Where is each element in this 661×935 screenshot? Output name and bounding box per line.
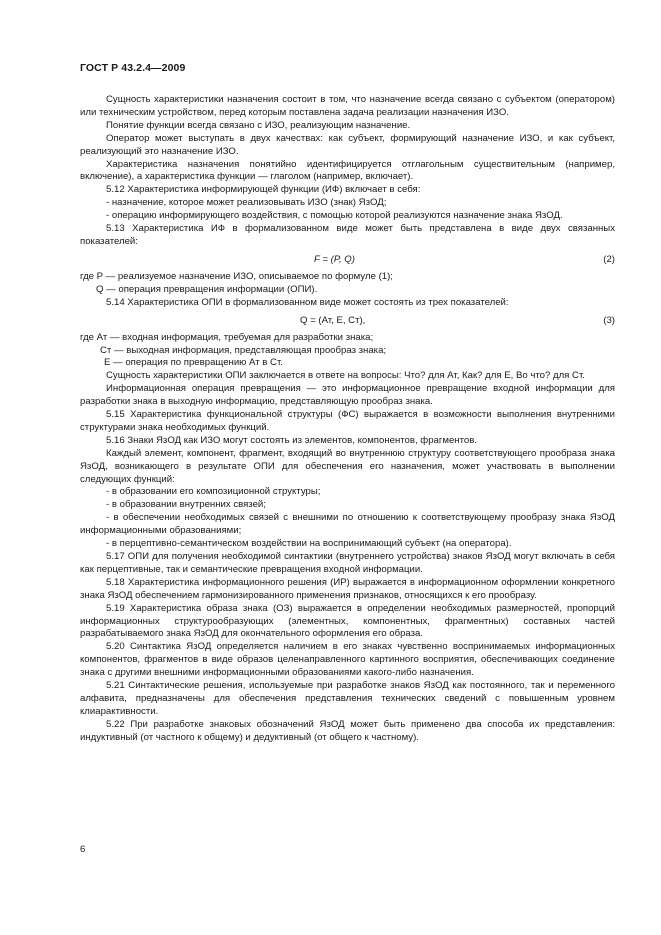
list-item: - в перцептивно-семантическом воздействии на воспринимающий субъект (на оператора). bbox=[106, 538, 512, 550]
list-item: - операцию информирующего воздействия, с помощью которой реализуются назначение знака ЯзОД. bbox=[106, 210, 563, 222]
where-line: где P — реализуемое назначение ИЗО, описываемое по формуле (1); bbox=[80, 270, 393, 282]
where-line: Е — операция по превращению Ат в Ст. bbox=[104, 357, 283, 369]
clause-5-21: 5.21 Синтактические решения, используемые при разработке знаков ЯзОД как постоянного, так и переменного алфавита, предназначены для обеспечения представления технических сведений с повышенным уровнем клиарактивности. bbox=[80, 680, 615, 717]
formula-2 bbox=[80, 254, 615, 267]
formula-text: Q = (Ат, Е, Ст), bbox=[300, 314, 366, 326]
formula-number: (3) bbox=[603, 314, 615, 326]
list-item: - в образовании его композиционной структуры; bbox=[106, 486, 321, 498]
paragraph: Сущность характеристики назначения состоит в том, что назначение всегда связано с субъектом (оператором) или техническим устройством, перед которым поставлена задача реализации назначения ИЗО. bbox=[80, 94, 615, 118]
clause-5-13: 5.13 Характеристика ИФ в формализованном виде может быть представлена в виде двух связанных показателей: bbox=[80, 223, 615, 247]
paragraph: Оператор может выступать в двух качествах: как субъект, формирующий назначение ИЗО, и как субъект, реализующий это назначение ИЗО. bbox=[80, 132, 615, 157]
clause-5-12: 5.12 Характеристика информирующей функции (ИФ) включает в себя: bbox=[106, 184, 421, 196]
list-item: - в образовании внутренних связей; bbox=[106, 499, 266, 511]
clause-5-16: 5.16 Знаки ЯзОД как ИЗО могут состоять из элементов, компонентов, фрагментов. bbox=[106, 434, 477, 446]
where-line: Ст — выходная информация, представляющая прообраз знака; bbox=[100, 344, 387, 356]
paragraph: Сущность характеристики ОПИ заключается в ответе на вопросы: Что? для Ат, Как? для Е, Во что? для Ст. bbox=[106, 370, 585, 382]
list-item: - назначение, которое может реализовывать ИЗО (знак) ЯзОД; bbox=[106, 197, 387, 209]
document-header: ГОСТ Р 43.2.4—2009 bbox=[80, 62, 186, 74]
paragraph: Каждый элемент, компонент, фрагмент, входящий во внутреннюю структуру соответствующего прообраза знака ЯзОД, возникающего в результате ОПИ для обеспечения его назначения, может участвовать в выполнении следующих функций: bbox=[80, 447, 615, 485]
page-number: 6 bbox=[80, 844, 86, 855]
clause-5-14: 5.14 Характеристика ОПИ в формализованном виде может состоять из трех показателей: bbox=[106, 296, 509, 308]
clause-5-20: 5.20 Синтактика ЯзОД определяется наличием в его знаках чувственно воспринимаемых информационных компонентов, фрагментов в виде образов целенаправленного картинного восприятия, обеспечивающих соединение знака с другими внешними информационными образованиями какого-либо назначения. bbox=[80, 641, 615, 679]
where-line: Q — операция превращения информации (ОПИ). bbox=[96, 283, 318, 295]
where-line: где Ат — входная информация, требуемая для разработки знака; bbox=[80, 331, 374, 343]
document-body bbox=[80, 94, 615, 745]
clause-5-22: 5.22 При разработке знаковых обозначений ЯзОД может быть применено два способа их представления: индуктивный (от частного к общему) и дедуктивный (от общего к частному). bbox=[80, 718, 615, 743]
clause-5-18: 5.18 Характеристика информационного решения (ИР) выражается в информационном оформлении конкретного знака ЯзОД обеспечением гармонизированного применения признаков, относящихся к его прообразу. bbox=[80, 576, 615, 601]
formula-text: F = (P, Q) bbox=[314, 253, 355, 265]
clause-5-19: 5.19 Характеристика образа знака (ОЗ) выражается в определении необходимых размерностей, пропорций информационных структурообразующих (элементных, компонентных, фрагментных) составных частей разрабатываемого знака ЯзОД для окончательного оформления его образа. bbox=[80, 602, 615, 640]
formula-number: (2) bbox=[603, 253, 615, 265]
list-item: - в обеспечении необходимых связей с внешними по отношению к соответствующему прообразу знака ЯзОД информационными образованиями; bbox=[80, 512, 615, 537]
formula-3 bbox=[80, 315, 615, 328]
paragraph: Информационная операция превращения — это информационное превращение входной информации для разработки знака в выходную информацию, представляющую прообраз знака. bbox=[80, 383, 615, 408]
clause-5-17: 5.17 ОПИ для получения необходимой синтактики (внутреннего устройства) знаков ЯзОД могут включать в себя как перцептивные, так и семантические превращения входной информации. bbox=[80, 551, 615, 575]
paragraph: Характеристика назначения понятийно идентифицируется отглагольным существительным (например, включение), а характеристика функции — глаголом (например, включает). bbox=[80, 158, 615, 183]
paragraph: Понятие функции всегда связано с ИЗО, реализующим назначение. bbox=[106, 119, 411, 131]
clause-5-15: 5.15 Характеристика функциональной структуры (ФС) выражается в возможности выполнения внутренними структурами знака необходимых функций. bbox=[80, 409, 615, 433]
